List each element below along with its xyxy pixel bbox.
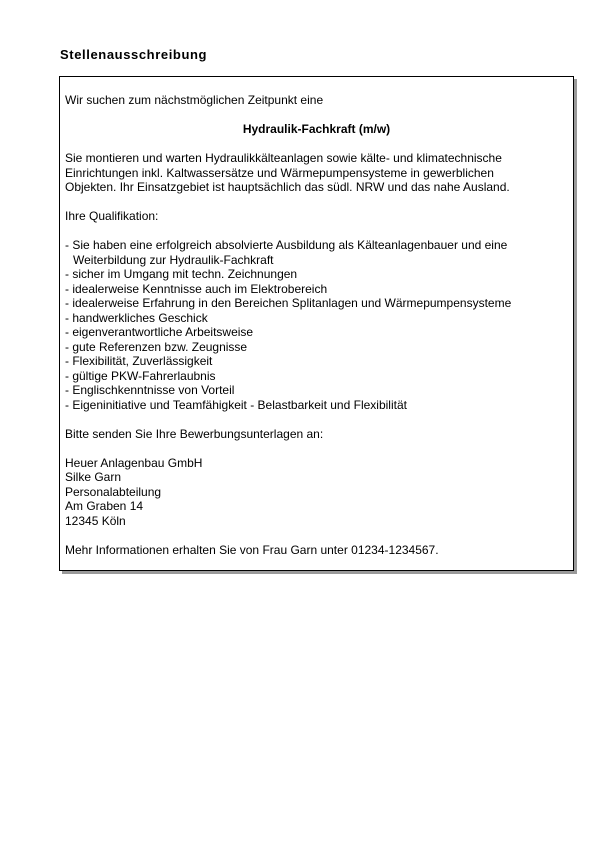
list-item-text: - idealerweise Erfahrung in den Bereichen Splitanlagen und Wärmepumpensysteme <box>65 296 512 310</box>
contact-person: Silke Garn <box>65 470 122 484</box>
footer-info: Mehr Informationen erhalten Sie von Frau Garn unter 01234-1234567. <box>65 542 439 557</box>
list-item-text: - sicher im Umgang mit techn. Zeichnungen <box>65 267 298 281</box>
list-item-text: - Sie haben eine erfolgreich absolvierte Ausbildung als Kälteanlagenbauer und eine <box>65 238 508 252</box>
list-item-text: - Englischkenntnisse von Vorteil <box>65 383 235 397</box>
intro-text: Wir suchen zum nächstmöglichen Zeitpunkt eine <box>65 93 324 107</box>
qualification-heading: Ihre Qualifikation: <box>65 209 159 223</box>
list-item <box>65 296 568 311</box>
company-name: Heuer Anlagenbau GmbH <box>65 455 203 470</box>
street: Am Graben 14 <box>65 499 144 513</box>
list-item-text: - idealerweise Kenntnisse auch im Elektrobereich <box>65 281 328 296</box>
list-item <box>65 311 568 326</box>
description-line: Sie montieren und warten Hydraulikkälteanlagen sowie kälte- und klimatechnische <box>65 151 502 165</box>
list-item-text: - handwerkliches Geschick <box>65 310 208 325</box>
list-item-text: - Flexibilität, Zuverlässigkeit <box>65 354 213 368</box>
list-item-text: - gute Referenzen bzw. Zeugnisse <box>65 339 248 354</box>
job-ad-box <box>59 76 574 571</box>
list-item-text: - eigenverantwortliche Arbeitsweise <box>65 325 254 339</box>
list-item <box>65 238 568 267</box>
description-line: Objekten. Ihr Einsatzgebiet ist hauptsächlich das südl. NRW und das nahe Ausland. <box>65 180 510 194</box>
list-item-continuation: Weiterbildung zur Hydraulik-Fachkraft <box>73 252 274 267</box>
list-item <box>65 282 568 297</box>
department: Personalabteilung <box>65 484 162 499</box>
contact-address <box>65 456 568 529</box>
list-item <box>65 325 568 340</box>
list-item <box>65 340 568 355</box>
qualification-list <box>65 238 568 412</box>
application-prompt: Bitte senden Sie Ihre Bewerbungsunterlagen an: <box>65 426 324 441</box>
city: 12345 Köln <box>65 513 126 528</box>
list-item <box>65 354 568 369</box>
list-item <box>65 398 568 413</box>
list-item <box>65 383 568 398</box>
list-item <box>65 267 568 282</box>
description-line: Einrichtungen inkl. Kaltwassersätze und Wärmepumpensysteme in gewerblichen <box>65 165 494 180</box>
job-description <box>65 151 568 195</box>
list-item-text: - gültige PKW-Fahrerlaubnis <box>65 368 216 383</box>
list-item-text: - Eigeninitiative und Teamfähigkeit - Belastbarkeit und Flexibilität <box>65 397 407 412</box>
page-title: Stellenausschreibung <box>60 47 208 62</box>
list-item <box>65 369 568 384</box>
job-title: Hydraulik-Fachkraft (m/w) <box>242 122 391 136</box>
